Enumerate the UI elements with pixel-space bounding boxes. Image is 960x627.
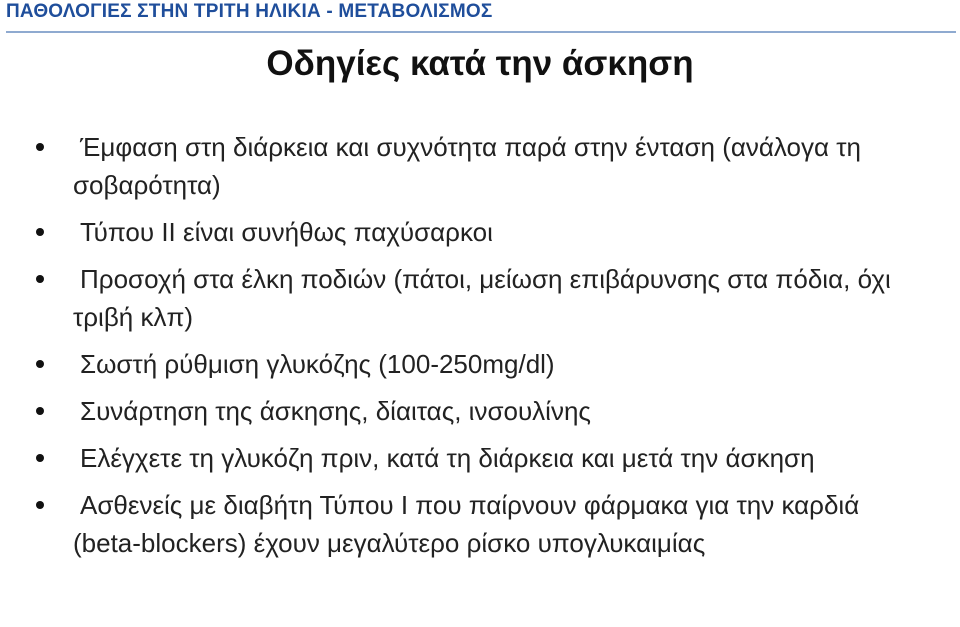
slide-header — [0, 0, 960, 34]
bullet-dot-icon — [36, 143, 44, 151]
bullet-text: Σωστή ρύθμιση γλυκόζης (100-250mg/dl) — [80, 349, 555, 379]
bullet-dot-icon — [36, 360, 44, 368]
bullet-dot-icon — [36, 275, 44, 283]
bullet-item — [0, 439, 960, 477]
bullet-item — [0, 486, 960, 562]
slide-title: Οδηγίες κατά την άσκηση — [266, 44, 694, 83]
bullet-text: Προσοχή στα έλκη ποδιών (πάτοι, μείωση επιβάρυνσης στα πόδια, όχι τριβή κλπ) — [73, 264, 891, 332]
bullet-list — [0, 128, 960, 571]
bullet-text: Συνάρτηση της άσκησης, δίαιτας, ινσουλίνης — [80, 396, 591, 426]
header-divider — [6, 31, 956, 33]
bullet-text: Τύπου ΙΙ είναι συνήθως παχύσαρκοι — [80, 217, 493, 247]
bullet-dot-icon — [36, 228, 44, 236]
bullet-dot-icon — [36, 454, 44, 462]
bullet-item — [0, 213, 960, 251]
bullet-text: Ασθενείς με διαβήτη Τύπου Ι που παίρνουν φάρμακα για την καρδιά (beta-blockers) έχουν μεγαλύτερο ρίσκο υπογλυκαιμίας — [73, 490, 860, 558]
bullet-text: Ελέγχετε τη γλυκόζη πριν, κατά τη διάρκεια και μετά την άσκηση — [80, 443, 815, 473]
bullet-item — [0, 392, 960, 430]
bullet-text: Έμφαση στη διάρκεια και συχνότητα παρά στην ένταση (ανάλογα τη σοβαρότητα) — [73, 132, 861, 200]
bullet-item — [0, 128, 960, 204]
bullet-dot-icon — [36, 501, 44, 509]
bullet-item — [0, 260, 960, 336]
bullet-dot-icon — [36, 407, 44, 415]
bullet-item — [0, 345, 960, 383]
header-title: ΠΑΘΟΛΟΓΙΕΣ ΣΤΗΝ ΤΡΙΤΗ ΗΛΙΚΙΑ - ΜΕΤΑΒΟΛΙΣΜΟΣ — [6, 1, 493, 22]
